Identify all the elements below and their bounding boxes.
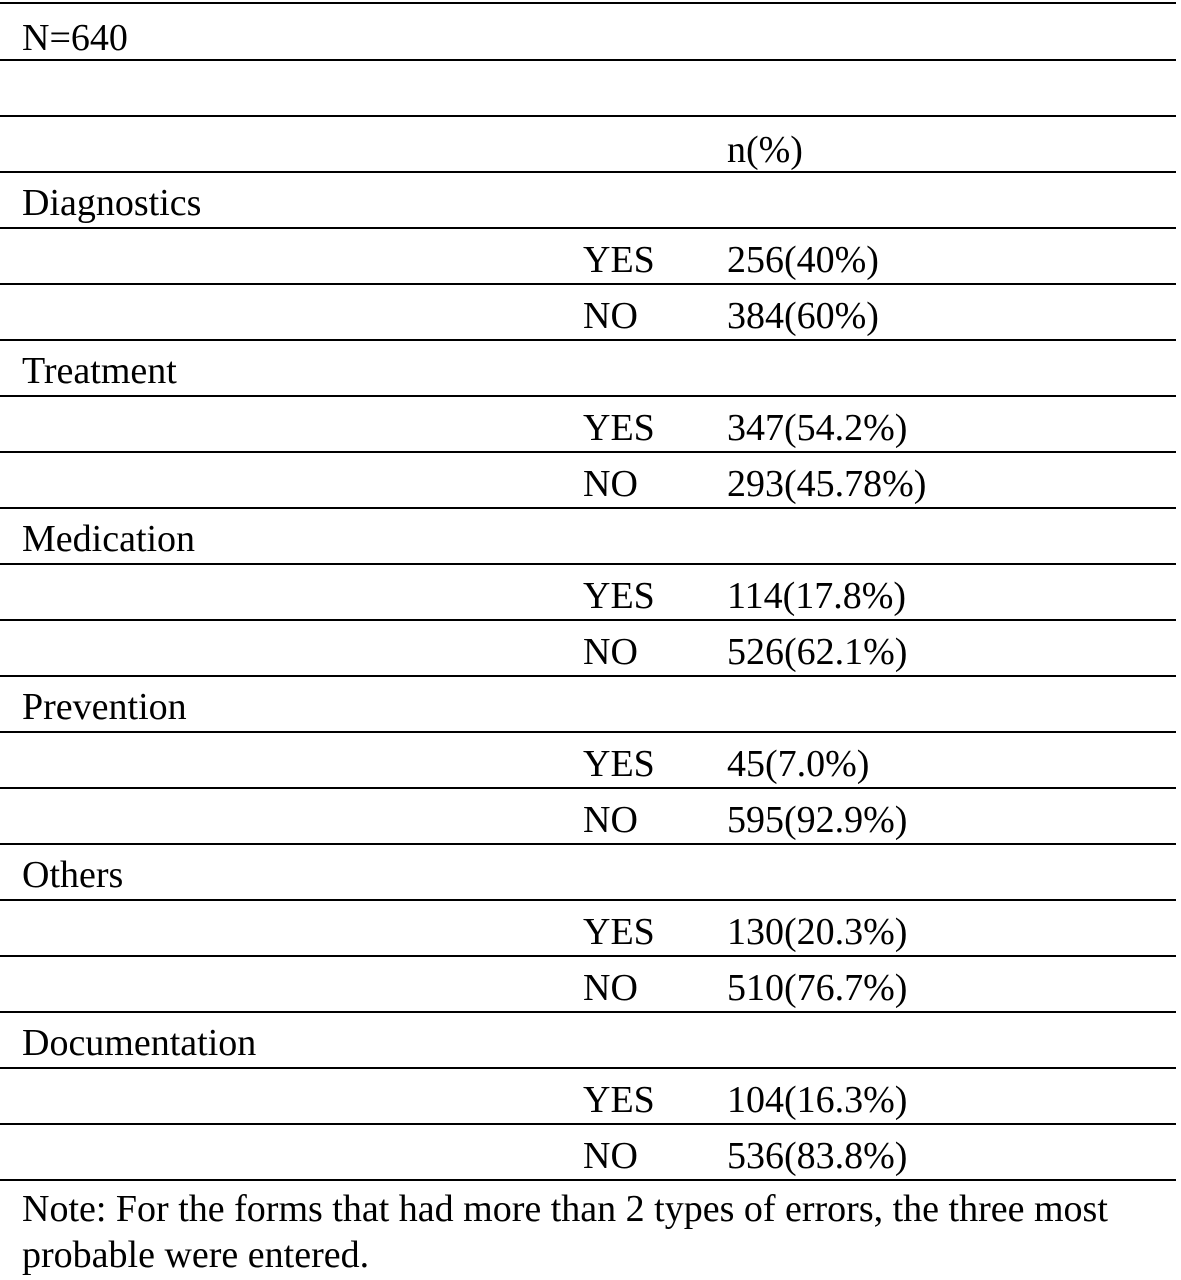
answer-label: YES: [583, 575, 655, 617]
answer-label: YES: [583, 1079, 655, 1121]
count-percent-value: 256(40%): [727, 239, 879, 281]
answer-label: YES: [583, 911, 655, 953]
sample-size-row: [0, 4, 1176, 61]
count-percent-value: 130(20.3%): [727, 911, 908, 953]
column-header-n-percent: n(%): [727, 129, 803, 171]
count-percent-value: 526(62.1%): [727, 631, 908, 673]
answer-label: NO: [583, 463, 638, 505]
table-row: [0, 565, 1176, 621]
table-row: [0, 901, 1176, 957]
table-row: [0, 397, 1176, 453]
category-label: Medication: [22, 518, 196, 560]
spacer-row: [0, 61, 1176, 117]
category-label: Treatment: [22, 350, 177, 392]
count-percent-value: 293(45.78%): [727, 463, 927, 505]
answer-label: NO: [583, 1135, 638, 1177]
category-row: [0, 677, 1176, 733]
category-row: [0, 1013, 1176, 1069]
table-row: [0, 1125, 1176, 1181]
category-label: Others: [22, 854, 124, 896]
table-row: [0, 1069, 1176, 1125]
table-row: [0, 733, 1176, 789]
category-label: Prevention: [22, 686, 187, 728]
category-row: [0, 341, 1176, 397]
count-percent-value: 104(16.3%): [727, 1079, 908, 1121]
answer-label: YES: [583, 407, 655, 449]
table-note: Note: For the forms that had more than 2 types of errors, the three most probable were entered.: [22, 1188, 1108, 1276]
category-row: [0, 845, 1176, 901]
count-percent-value: 114(17.8%): [727, 575, 907, 617]
count-percent-value: 510(76.7%): [727, 967, 908, 1009]
category-label: Documentation: [22, 1022, 257, 1064]
table-row: [0, 285, 1176, 341]
category-label: Diagnostics: [22, 182, 202, 224]
count-percent-value: 45(7.0%): [727, 743, 870, 785]
answer-label: YES: [583, 239, 655, 281]
answer-label: NO: [583, 295, 638, 337]
answer-label: NO: [583, 799, 638, 841]
count-percent-value: 595(92.9%): [727, 799, 908, 841]
sample-size-label: N=640: [22, 17, 128, 59]
table-row: [0, 453, 1176, 509]
count-percent-value: 536(83.8%): [727, 1135, 908, 1177]
table-row: [0, 957, 1176, 1013]
category-row: [0, 173, 1176, 229]
table-row: [0, 621, 1176, 677]
count-percent-value: 347(54.2%): [727, 407, 908, 449]
category-row: [0, 509, 1176, 565]
answer-label: NO: [583, 631, 638, 673]
table-row: [0, 229, 1176, 285]
answer-label: NO: [583, 967, 638, 1009]
count-percent-value: 384(60%): [727, 295, 879, 337]
header-row: [0, 117, 1176, 173]
answer-label: YES: [583, 743, 655, 785]
table-row: [0, 789, 1176, 845]
